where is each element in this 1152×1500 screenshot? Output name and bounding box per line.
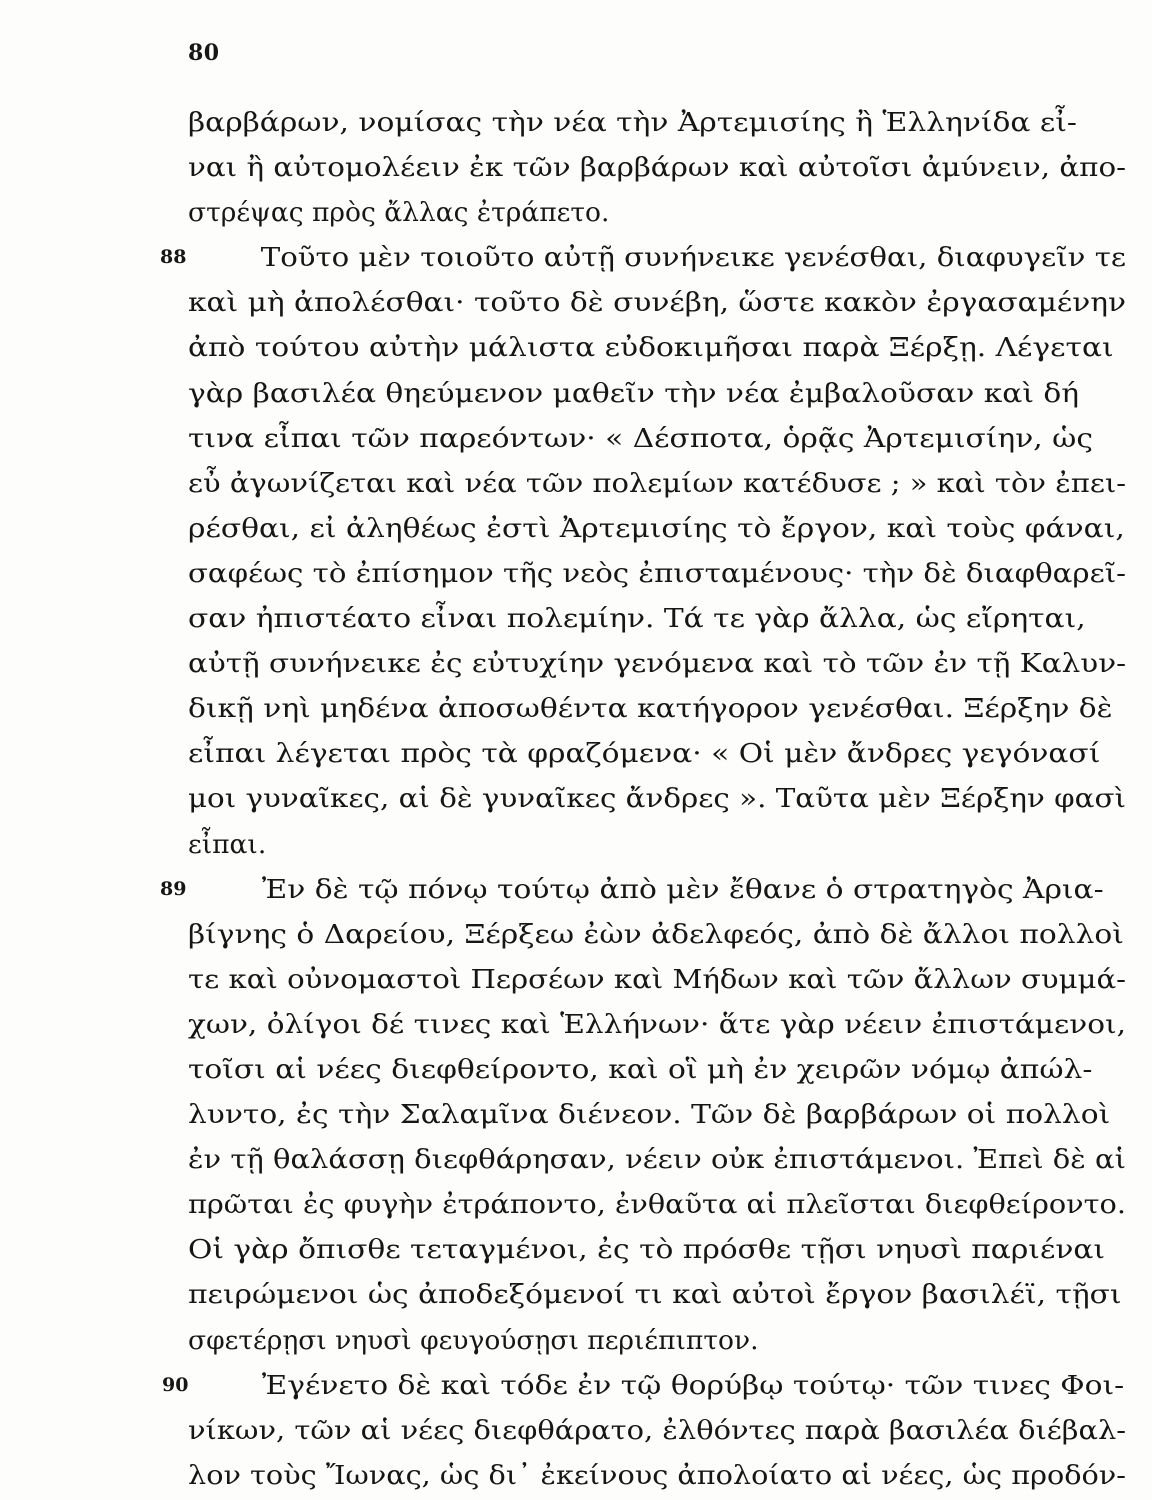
line-text: τοῖσι αἱ νέες διεφθείροντο, καὶ οἳ μὴ ἐν χειρῶν νόμῳ ἀπώλ-	[188, 1053, 1093, 1085]
text-line	[188, 1227, 1126, 1272]
text-line	[188, 686, 1126, 731]
text-line	[188, 957, 1126, 1002]
text-line	[160, 235, 1126, 280]
body-text	[160, 100, 1127, 1498]
text-line	[188, 1092, 1126, 1137]
line-text: πειρώμενοι ὡς ἀποδεξόμενοί τι καὶ αὐτοὶ ἔργον βασιλέϊ, τῇσι	[188, 1279, 1122, 1311]
text-line	[188, 190, 1126, 235]
line-text: ἀπὸ τούτου αὐτὴν μάλιστα εὐδοκιμῆσαι παρὰ Ξέρξῃ. Λέγεται	[188, 332, 1114, 364]
line-text: καὶ μὴ ἀπολέσθαι· τοῦτο δὲ συνέβη, ὥστε κακὸν ἐργασαμένην	[188, 287, 1127, 319]
line-text: πρῶται ἐς φυγὴν ἐτράποντο, ἐνθαῦτα αἱ πλεῖσται διεφθείροντο.	[188, 1189, 1126, 1221]
text-line	[188, 1453, 1126, 1498]
text-line	[188, 912, 1126, 957]
line-text: Τοῦτο μὲν τοιοῦτο αὐτῇ συνήνεικε γενέσθαι, διαφυγεῖν τε	[260, 242, 1126, 274]
text-line	[188, 1272, 1126, 1317]
line-text: Οἱ γὰρ ὄπισθε τεταγμένοι, ἐς τὸ πρόσθε τῇσι νηυσὶ παριέναι	[188, 1234, 1106, 1266]
text-line	[188, 822, 1126, 867]
text-line	[188, 416, 1126, 461]
chapter-number: 90	[162, 1373, 189, 1396]
text-line	[188, 325, 1126, 370]
text-line	[188, 1047, 1126, 1092]
text-line	[188, 776, 1126, 821]
chapter-number: 88	[160, 246, 187, 269]
text-line	[188, 1002, 1126, 1047]
line-text: χων, ὀλίγοι δέ τινες καὶ Ἑλλήνων· ἅτε γὰρ νέειν ἐπιστάμενοι,	[188, 1008, 1126, 1040]
line-text: σαν ἠπιστέατο εἶναι πολεμίην. Τά τε γὰρ ἄλλα, ὡς εἴρηται,	[188, 603, 1086, 635]
line-text: αὐτῇ συνήνεικε ἐς εὐτυχίην γενόμενα καὶ τὸ τῶν ἐν τῇ Καλυν-	[188, 648, 1127, 680]
text-line	[188, 280, 1126, 325]
text-line	[188, 1182, 1126, 1227]
line-text: στρέψας πρὸς ἄλλας ἐτράπετο.	[188, 197, 610, 229]
text-line	[188, 506, 1126, 551]
text-line	[188, 596, 1126, 641]
line-text: Ἐγένετο δὲ καὶ τόδε ἐν τῷ θορύβῳ τούτῳ· τῶν τινες Φοι-	[261, 1369, 1125, 1401]
line-text: γὰρ βασιλέα θηεύμενον μαθεῖν τὴν νέα ἐμβαλοῦσαν καὶ δή	[188, 377, 1080, 409]
text-line	[188, 641, 1126, 686]
line-text: εἶπαι.	[188, 828, 267, 860]
line-text: δικῇ νηὶ μηδένα ἀποσωθέντα κατήγορον γενέσθαι. Ξέρξην δὲ	[188, 693, 1113, 725]
line-text: σαφέως τὸ ἐπίσημον τῆς νεὸς ἐπισταμένους· τὴν δὲ διαφθαρεῖ-	[188, 557, 1127, 589]
text-line	[188, 551, 1126, 596]
line-text: βίγνης ὁ Δαρείου, Ξέρξεω ἐὼν ἀδελφεός, ἀπὸ δὲ ἄλλοι πολλοὶ	[188, 918, 1124, 950]
line-text: Ἐν δὲ τῷ πόνῳ τούτῳ ἀπὸ μὲν ἔθανε ὁ στρατηγὸς Ἀρια-	[261, 873, 1104, 905]
line-text: ρέσθαι, εἰ ἀληθέως ἐστὶ Ἀρτεμισίης τὸ ἔργον, καὶ τοὺς φάναι,	[188, 512, 1125, 544]
text-line	[160, 867, 1126, 912]
line-text: τε καὶ οὐνομαστοὶ Περσέων καὶ Μήδων καὶ τῶν ἄλλων συμμά-	[188, 963, 1127, 995]
line-text: μοι γυναῖκες, αἱ δὲ γυναῖκες ἄνδρες ». Ταῦτα μὲν Ξέρξην φασὶ	[188, 783, 1126, 815]
line-text: τινα εἶπαι τῶν παρεόντων· « Δέσποτα, ὁρᾷς Ἀρτεμισίην, ὡς	[188, 422, 1093, 454]
line-text: εὖ ἀγωνίζεται καὶ νέα τῶν πολεμίων κατέδυσε ; » καὶ τὸν ἐπει-	[188, 467, 1127, 499]
page-number: 80	[188, 40, 220, 66]
text-line	[188, 145, 1126, 190]
text-line	[188, 1318, 1126, 1363]
line-text: σφετέρῃσι νηυσὶ φευγούσῃσι περιέπιπτον.	[188, 1324, 759, 1356]
chapter-number: 89	[160, 877, 187, 900]
line-text: ἐν τῇ θαλάσσῃ διεφθάρησαν, νέειν οὐκ ἐπιστάμενοι. Ἐπεὶ δὲ αἱ	[188, 1144, 1126, 1176]
line-text: λον τοὺς Ἴωνας, ὡς δι᾽ ἐκείνους ἀπολοίατο αἱ νέες, ὡς προδόν-	[188, 1459, 1126, 1491]
text-line	[188, 1408, 1126, 1453]
line-text: εἶπαι λέγεται πρὸς τὰ φραζόμενα· « Οἱ μὲν ἄνδρες γεγόνασί	[188, 738, 1101, 770]
text-line	[162, 1363, 1126, 1408]
text-line	[188, 100, 1126, 145]
line-text: νίκων, τῶν αἱ νέες διεφθάρατο, ἐλθόντες παρὰ βασιλέα διέβαλ-	[188, 1414, 1127, 1446]
line-text: λυντο, ἐς τὴν Σαλαμῖνα διένεον. Τῶν δὲ βαρβάρων οἱ πολλοὶ	[188, 1099, 1111, 1131]
text-line	[188, 731, 1126, 776]
line-text: βαρβάρων, νομίσας τὴν νέα τὴν Ἀρτεμισίης ἢ Ἑλληνίδα εἶ-	[188, 107, 1077, 138]
line-text: ναι ἢ αὐτομολέειν ἐκ τῶν βαρβάρων καὶ αὐτοῖσι ἀμύνειν, ἀπο-	[188, 152, 1127, 184]
text-line	[188, 371, 1126, 416]
text-line	[188, 1137, 1126, 1182]
text-line	[188, 461, 1126, 506]
